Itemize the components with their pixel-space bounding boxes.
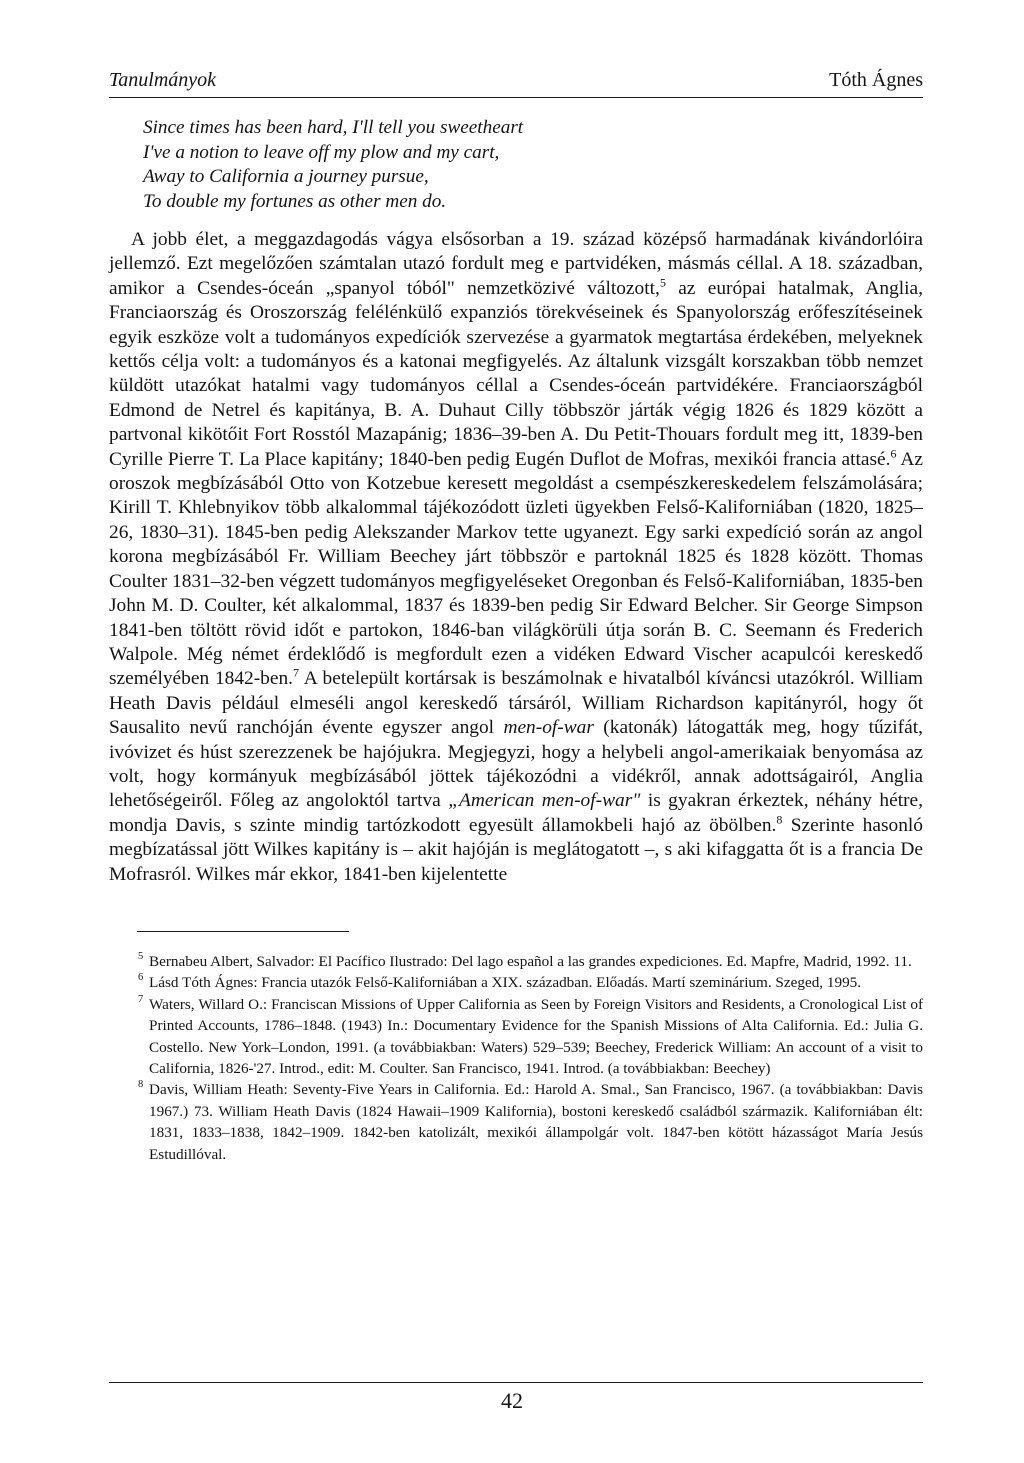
footnote-text: Bernabeu Albert, Salvador: El Pacífico Ilustrado: Del lago español a las grandes expediciones. Ed. Mapfre, Madrid, 1992. 11. bbox=[149, 952, 912, 970]
body-text-segment: Az oroszok megbízásából Otto von Kotzebue keresett megoldást a csempészkereskedelem felszámolására; Kirill T. Khlebnyikov több alkalommal tájékozódott üzleti ügyekben Felső-Kaliforniában (1820, 1825–26, 1830–31). 1845-ben pedig Alekszander Markov tette ugyanezt. Egy sarki expedíció során az angol korona megbízásából Fr. William Beechey járt többször e partoknál 1825 és 1828 között. Thomas Coulter 1831–32-ben végzett tudományos megfigyeléseket Oregonban és Felső-Kaliforniában, 1835-ben John M. D. Coulter, két alkalommal, 1837 és 1839-ben pedig Sir Edward Belcher. Sir George Simpson 1841-ben töltött rövid időt e partokon, 1846-ban világkörüli útja során B. C. Seemann és Frederich Walpole. Még német érdeklődő is megfordult ezen a vidéken Edward Vischer acapulcói kereskedő személyében 1842-ben. bbox=[109, 448, 923, 690]
body-text-segment: A betelepült kortársak is beszámolnak e hivatalból kíváncsi utazókról. William Heath Davis például elmeséli angol kereskedő társáról, William Richardson kapitányról, hogy őt Sausalito nevű ranchóján évente egyszer angol bbox=[109, 668, 923, 739]
italic-term: „American men-of-war" bbox=[448, 790, 641, 812]
footnote-number: 5 bbox=[138, 950, 144, 962]
body-text bbox=[109, 228, 923, 887]
body-paragraph bbox=[109, 228, 923, 887]
section-title: Tanulmányok bbox=[109, 69, 217, 91]
epigraph-poem bbox=[143, 116, 923, 214]
footnote-ref-5[interactable]: 5 bbox=[659, 275, 666, 290]
bottom-rule bbox=[109, 1382, 923, 1383]
body-text-segment: (katonák) látogatták meg, hogy tűzifát, ivóvizet és húst szerezzenek be hajójukra. Megjegyzi, hogy a helybeli angol-amerikaiak benyomása az volt, hogy kormányuk megbízásából jöttek tájékozódni a vidékről, annak adottságairól, Anglia lehetőségeiről. Főleg az angoloktól tartva bbox=[109, 717, 923, 812]
footnote-number: 7 bbox=[138, 993, 144, 1005]
italic-term: men-of-war bbox=[503, 717, 594, 739]
body-text-segment: A jobb élet, a meggazdagodás vágya elsősorban a 19. század középső harmadának kivándorlóira jellemző. Ezt megelőzően számtalan utazó fordult meg e partvidéken, másmás céllal. bbox=[109, 229, 923, 275]
footnote-text: Lásd Tóth Ágnes: Francia utazók Felső-Kaliforniában a XIX. században. Előadás. Martí szeminárium. Szeged, 1995. bbox=[149, 974, 862, 992]
footnote bbox=[109, 994, 923, 1080]
poem-line: I've a notion to leave off my plow and my cart, bbox=[143, 141, 500, 163]
footnote-ref-8[interactable]: 8 bbox=[776, 812, 783, 827]
footnotes bbox=[109, 951, 923, 1165]
footnote-number: 6 bbox=[138, 972, 144, 984]
running-head bbox=[109, 68, 923, 98]
body-text-segment: Szerinte hasonló megbízatással jött Wilkes kapitány is – akit hajóján is meglátogatott –, s aki kifaggatta őt is a francia De Mofrasról. Wilkes már ekkor, 1841-ben kijelentette bbox=[109, 814, 923, 885]
author-name: Tóth Ágnes bbox=[829, 69, 923, 91]
footnote-number: 8 bbox=[138, 1079, 144, 1091]
poem-line: Away to California a journey pursue, bbox=[143, 166, 429, 187]
poem-line: To double my fortunes as other men do. bbox=[143, 190, 447, 212]
footnote-ref-7[interactable]: 7 bbox=[293, 665, 300, 680]
body-text-segment: az európai hatalmak, Anglia, Franciaország és Oroszország felélénkülő expanziós törekvéseinek és Spanyolország erőfeszítéseinek egyik eszköze volt a tudományos expedíciók szervezése a gyarmatok megtartása érdekében, melyeknek kettős célja volt: a tudományos és a katonai megfigyelés. Az általunk vizsgált korszakban több nemzet küldött utazókat hatalmi vagy tudományos céllal a Csendes-óceán partvidékére. Franciaországból Edmond de Netrel és kapitánya, B. A. Duhaut Cilly többször járták végig 1826 és 1829 között a partvonal kikötőit Fort Rosstól Mazapánig; 1836–39-ben A. Du Petit-Thouars fordult meg itt, 1839-ben Cyrille Pierre T. La Place kapitány; 1840-ben pedig Eugén Duflot de Mofras, mexikói francia attasé. bbox=[109, 277, 924, 470]
page-number: 42 bbox=[501, 1388, 523, 1413]
footnote-ref-6[interactable]: 6 bbox=[890, 446, 897, 461]
poem-line: Since times has been hard, I'll tell you sweetheart bbox=[143, 117, 524, 138]
footnote bbox=[109, 972, 923, 993]
footnote bbox=[109, 1079, 923, 1165]
footnote-text: Waters, Willard O.: Franciscan Missions of Upper California as Seen by Foreign Visitors and Residents, a Cronological List of Printed Accounts, 1786–1848. (1943) In.: Documentary Evidence for the Spanish Missions of Alta California. Ed.: Julia G. Costello. New York–London, 1991. (a továbbiakban: Waters) 529–539; Beechey, Frederick William: An account of a visit to California, 1826-'27. Introd., edit: M. Coulter. San Francisco, 1941. Introd. (a továbbiakban: Beechey) bbox=[149, 995, 923, 1077]
footnote-text: Davis, William Heath: Seventy-Five Years in California. Ed.: Harold A. Smal., San Francisco, 1967. (a továbbiakban: Davis 1967.) 73. William Heath Davis (1824 Hawaii–1909 Kalifornia), bostoni kereskedő családból származik. Kaliforniában élt: 1831, 1833–1838, 1842–1909. 1842-ben katolizált, mexikói állampolgár volt. 1847-ben kötött házasságot María Jesús Estudillóval. bbox=[149, 1081, 923, 1163]
body-text-segment: A 18. században, amikor a Csendes-óceán „spanyol tóból" nemzetközivé változott, bbox=[109, 253, 923, 299]
footnote-separator bbox=[137, 931, 349, 932]
body-text-segment: is gyakran érkeztek, néhány hétre, mondja Davis, s szinte mindig tartózkodott egyesült államokbeli hajó az öbölben. bbox=[109, 790, 924, 836]
footnote bbox=[109, 951, 923, 972]
